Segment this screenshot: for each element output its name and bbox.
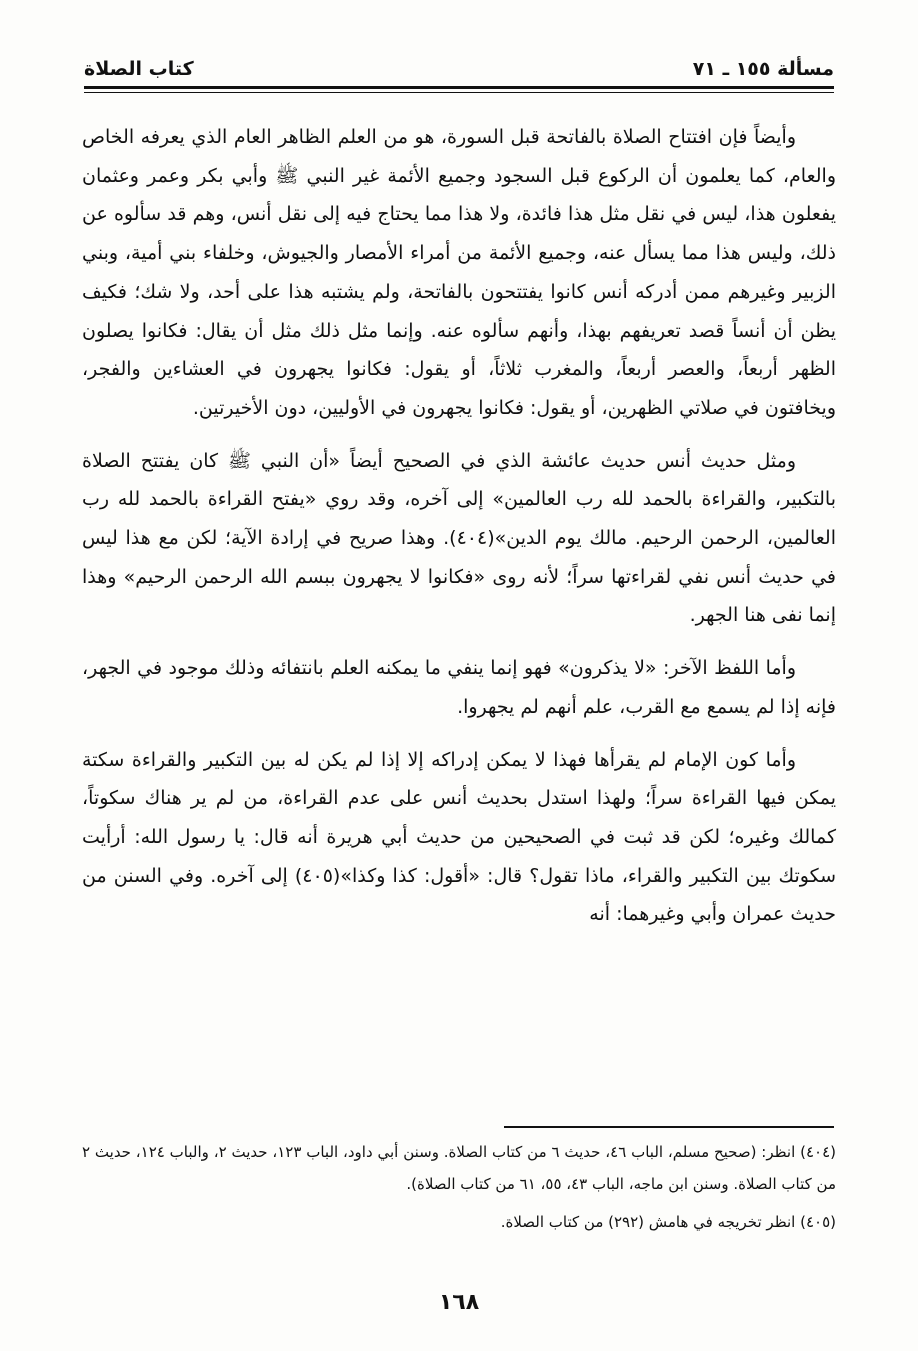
footnote: (٤٠٥) انظر تخريجه في هامش (٢٩٢) من كتاب الصلاة. xyxy=(500,1213,836,1231)
page-number: ١٦٨ xyxy=(438,1290,480,1315)
main-text xyxy=(82,118,836,948)
footnote: (٤٠٤) انظر: (صحيح مسلم، الباب ٤٦، حديث ٦ من كتاب الصلاة. وسنن أبي داود، الباب ١٢٣، حديث ٢، والباب ١٢٤، حديث ٢ من كتاب الصلاة. وسنن ابن ماجه، الباب ٤٣، ٥٥، ٦١ من كتاب الصلاة). xyxy=(82,1143,837,1193)
running-header xyxy=(84,50,834,80)
header-book-title: كتاب الصلاة xyxy=(84,58,194,80)
header-section-number: مسألة ١٥٥ ـ ٧١ xyxy=(692,58,834,80)
header-rule-thin xyxy=(84,92,834,93)
paragraph: ومثل حديث أنس حديث عائشة الذي في الصحيح أيضاً «أن النبي ﷺ كان يفتتح الصلاة بالتكبير، والقراءة بالحمد لله رب العالمين» إلى آخره، وقد روي «يفتح القراءة بالحمد لله رب العالمين، الرحمن الرحيم. مالك يوم الدين»(٤٠٤). وهذا صريح في إرادة الآية؛ لكن مع هذا ليس في حديث أنس نفي لقراءتها سراً؛ لأنه روى «فكانوا لا يجهرون ببسم الله الرحمن الرحيم» وهذا إنما نفى هنا الجهر. xyxy=(82,449,836,627)
footnote-separator xyxy=(504,1126,834,1128)
header-rule-thick xyxy=(84,86,834,89)
paragraph: وأما كون الإمام لم يقرأها فهذا لا يمكن إدراكه إلا إذا لم يكن له بين التكبير والقراءة سكتة يمكن فيها القراءة سراً؛ ولهذا استدل بحديث أنس على عدم القراءة، من لم ير هناك سكوتاً، كمالك وغيره؛ لكن قد ثبت في الصحيحين من حديث أبي هريرة أنه قال: يا رسول الله: أرأيت سكوتك بين التكبير والقراء، ماذا تقول؟ قال: «أقول: كذا وكذا»(٤٠٥) إلى آخره. وفي السنن من حديث عمران وأبي وغيرهما: أنه xyxy=(82,748,837,926)
paragraph: وأيضاً فإن افتتاح الصلاة بالفاتحة قبل السورة، هو من العلم الظاهر العام الذي يعرفه الخاص والعام، كما يعلمون أن الركوع قبل السجود وجميع الأئمة غير النبي ﷺ وأبي بكر وعمر وعثمان يفعلون هذا، ليس في نقل مثل هذا فائدة، ولا هذا مما يحتاج فيه إلى نقل أنس، وهم قد سألوه عن ذلك، وليس هذا مما يسأل عنه، وجميع الأئمة من أمراء الأمصار والجيوش، وخلفاء بني أمية، وبني الزبير وغيرهم ممن أدركه أنس كانوا يفتتحون بالفاتحة، ولم يشتبه هذا على أحد، ولا شك؛ فكيف يظن أن أنساً قصد تعريفهم بهذا، وأنهم سألوه عنه. وإنما مثل ذلك مثل أن يقال: فكانوا يصلون الظهر أربعاً، والعصر أربعاً، والمغرب ثلاثاً، أو يقول: فكانوا يجهرون في العشاءين والفجر، ويخافتون في صلاتي الظهرين، أو يقول: فكانوا يجهرون في الأوليين، دون الأخيرتين. xyxy=(82,126,836,419)
paragraph: وأما اللفظ الآخر: «لا يذكرون» فهو إنما ينفي ما يمكنه العلم بانتفائه وذلك موجود في الجهر، فإنه إذا لم يسمع مع القرب، علم أنهم لم يجهروا. xyxy=(82,657,836,718)
footnotes xyxy=(82,1136,836,1244)
